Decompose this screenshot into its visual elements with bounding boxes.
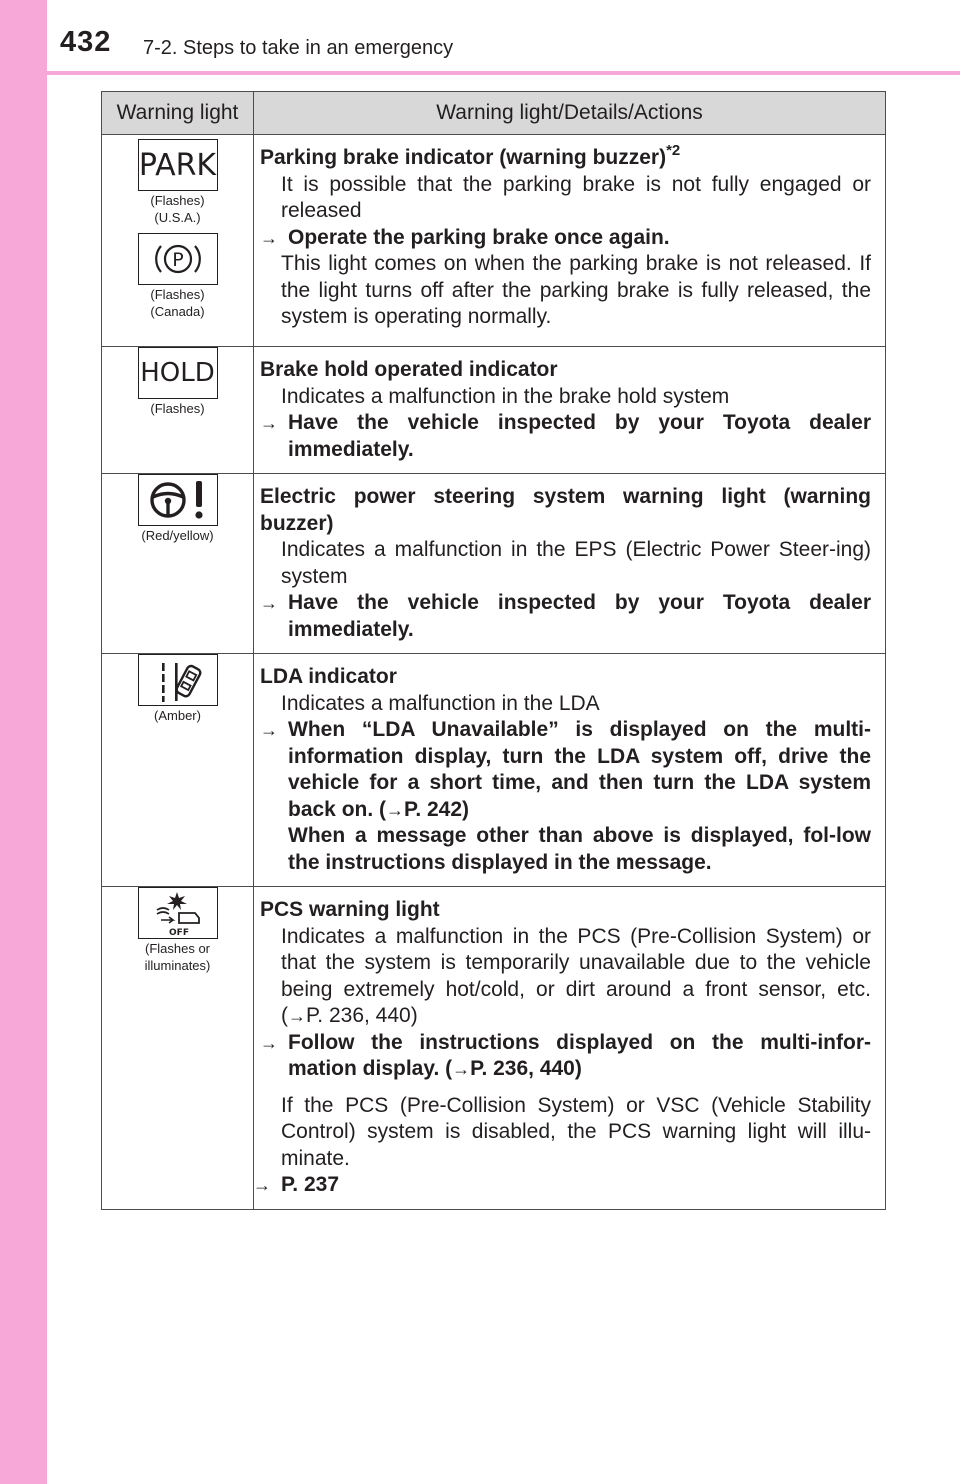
arrow-right-icon: → bbox=[260, 593, 278, 613]
entry-description: Indicates a malfunction in the EPS (Electric Power Steer-ing) system bbox=[281, 538, 871, 588]
icon-caption: (Flashes or bbox=[144, 941, 211, 956]
entry-action: → Have the vehicle inspected by your Toyota dealer immediately. bbox=[260, 411, 871, 461]
icon-caption: (Amber) bbox=[154, 708, 201, 723]
arrow-right-icon: → bbox=[260, 1032, 278, 1053]
icon-caption: (Canada) bbox=[150, 304, 205, 319]
entry-description: This light comes on when the parking brake is not released. If the light turns off after the parking brake is fully released, the system is operating normally. bbox=[281, 252, 871, 328]
hold-text-icon: HOLD bbox=[138, 347, 218, 399]
icon-caption: (Red/yellow) bbox=[141, 528, 214, 543]
icon-caption: (Flashes) bbox=[150, 401, 205, 416]
entry-title: Electric power steering system warning light (warning buzzer) bbox=[260, 485, 871, 535]
table-row bbox=[102, 474, 886, 654]
pcs-off-icon bbox=[138, 887, 218, 939]
icon-cell bbox=[102, 887, 254, 1210]
table-row bbox=[102, 887, 886, 1210]
entry-description: Indicates a malfunction in the PCS (Pre-Collision System) or that the system is temporarily unavailable due to the vehicle being extremely hot/cold, or dirt around a front sensor, etc. (→P. 236, 440) bbox=[281, 924, 871, 1027]
icon-cell bbox=[102, 474, 254, 654]
icon-caption: (Flashes) bbox=[150, 193, 205, 208]
arrow-right-icon: → bbox=[260, 413, 278, 433]
entry-action: When a message other than above is displayed, fol-low the instructions displayed in the message. bbox=[288, 824, 871, 874]
col-header-warning-light: Warning light bbox=[102, 92, 254, 135]
parking-brake-circle-p-icon bbox=[138, 233, 218, 285]
icon-cell bbox=[102, 135, 254, 347]
entry-action: → Operate the parking brake once again. bbox=[260, 225, 871, 252]
arrow-right-icon: → bbox=[288, 1006, 306, 1026]
entry-action: → Have the vehicle inspected by your Toyota dealer immediately. bbox=[260, 591, 871, 641]
details-cell bbox=[254, 887, 886, 1210]
details-cell bbox=[254, 347, 886, 474]
details-cell bbox=[254, 654, 886, 887]
col-header-details: Warning light/Details/Actions bbox=[254, 92, 886, 135]
icon-caption: (U.S.A.) bbox=[154, 210, 201, 225]
steering-wheel-exclamation-icon bbox=[138, 474, 218, 526]
icon-caption: illuminates) bbox=[144, 958, 211, 973]
entry-description: Indicates a malfunction in the LDA bbox=[281, 691, 600, 715]
entry-action: → P. 237 bbox=[253, 1172, 871, 1199]
side-margin-bar bbox=[0, 0, 47, 1484]
icon-cell bbox=[102, 347, 254, 474]
details-cell bbox=[254, 474, 886, 654]
warning-light-table bbox=[101, 91, 886, 1210]
lane-departure-car-icon bbox=[138, 654, 218, 706]
park-text-icon: PARK bbox=[138, 139, 218, 191]
entry-note: If the PCS (Pre-Collision System) or VSC (Vehicle Stability Control) system is disabled, the PCS warning light will illu-minate. bbox=[281, 1093, 871, 1170]
table-row bbox=[102, 135, 886, 347]
icon-caption: (Flashes) bbox=[150, 287, 205, 302]
section-title: 7-2. Steps to take in an emergency bbox=[143, 37, 454, 59]
entry-action: → When “LDA Unavailable” is displayed on the multi-information display, turn the LDA system off, drive the vehicle for a short time, and then turn the LDA system back on. (→P. 242) bbox=[260, 718, 871, 821]
entry-title: Brake hold operated indicator bbox=[260, 358, 558, 381]
entry-title: LDA indicator bbox=[260, 665, 397, 688]
entry-description: It is possible that the parking brake is not fully engaged or released bbox=[281, 172, 871, 222]
svg-text:OFF: OFF bbox=[168, 928, 189, 937]
header-rule bbox=[47, 71, 960, 75]
entry-action: → Follow the instructions displayed on the multi-infor-mation display. (→P. 236, 440) bbox=[260, 1030, 871, 1080]
table-header-row bbox=[102, 92, 886, 135]
arrow-right-icon: → bbox=[253, 1175, 271, 1195]
entry-description: Indicates a malfunction in the brake hold system bbox=[281, 384, 730, 408]
page-number: 432 bbox=[60, 26, 112, 58]
table-row bbox=[102, 347, 886, 474]
svg-text:P: P bbox=[171, 249, 184, 271]
entry-title: PCS warning light bbox=[260, 898, 440, 921]
details-cell bbox=[254, 135, 886, 347]
arrow-right-icon: → bbox=[260, 720, 278, 740]
icon-cell bbox=[102, 654, 254, 887]
arrow-right-icon: → bbox=[452, 1059, 471, 1079]
arrow-right-icon: → bbox=[386, 799, 405, 820]
arrow-right-icon: → bbox=[260, 227, 278, 248]
table-row bbox=[102, 654, 886, 887]
entry-title: Parking brake indicator (warning buzzer)$^{*2}$ bbox=[260, 142, 681, 169]
